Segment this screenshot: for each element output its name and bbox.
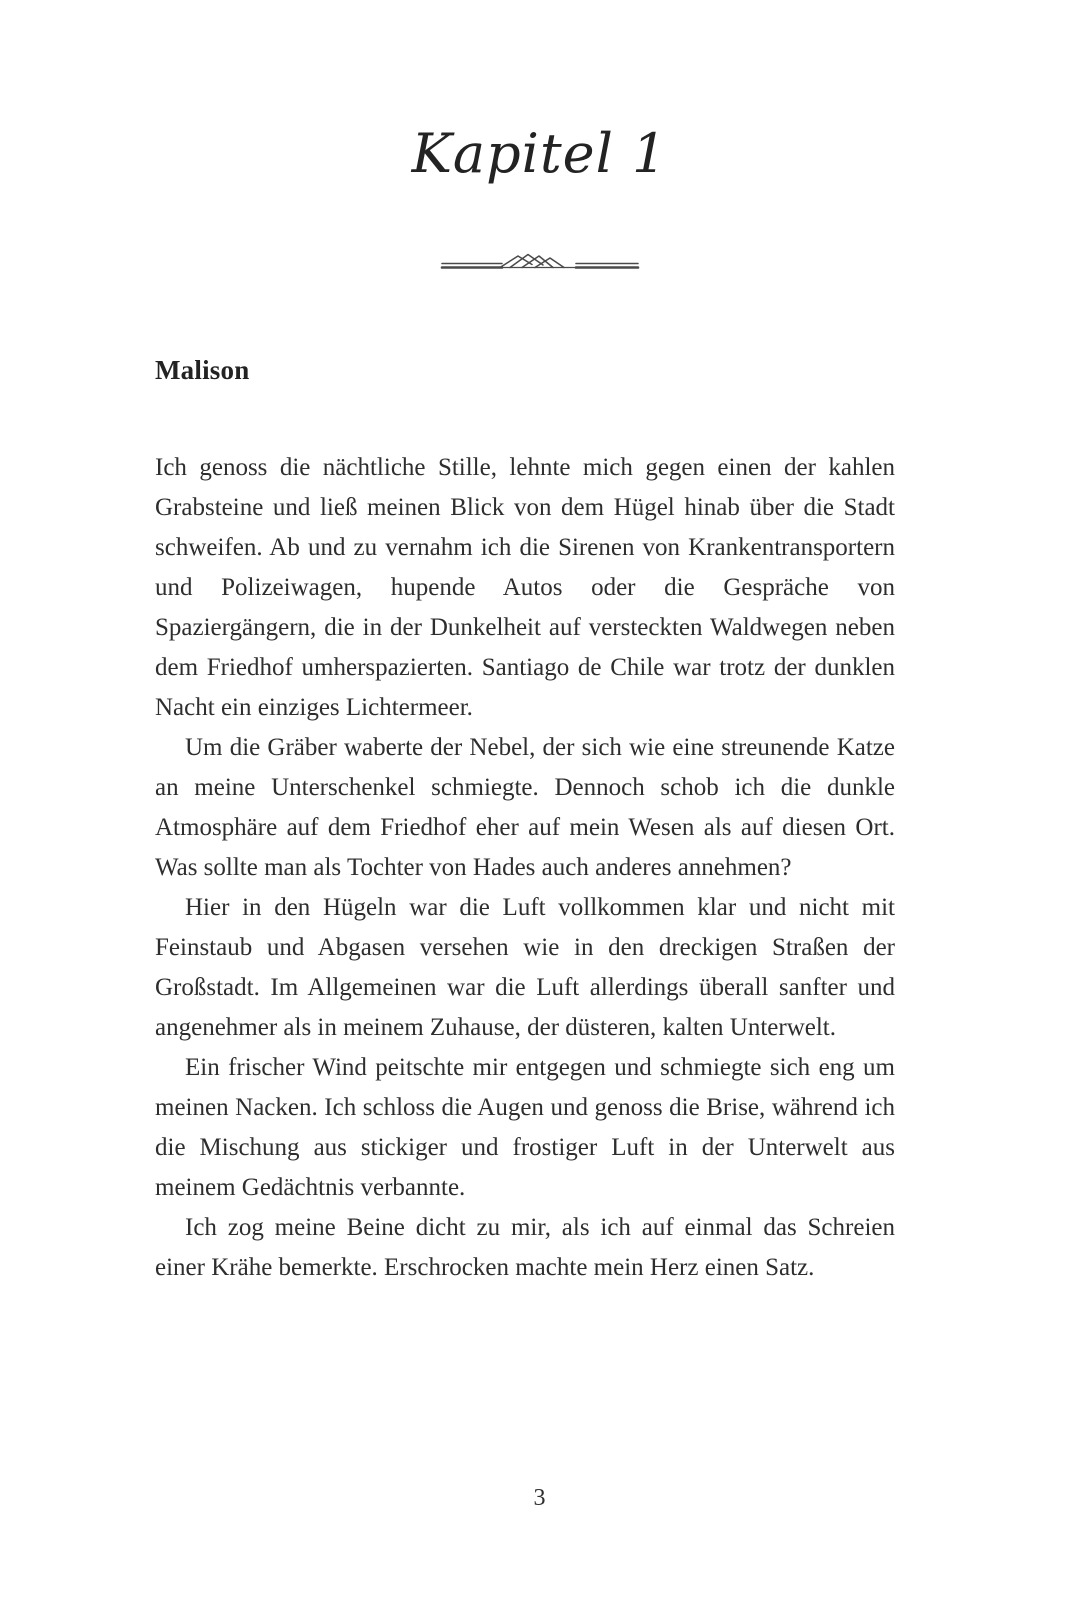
paragraph-2: Um die Gräber waberte der Nebel, der sich wie eine streunende Katze an meine Unterschenkel schmiegte. Dennoch schob ich die dunkle Atmosphäre auf dem Friedhof eher auf mein Wesen als auf diesen Ort. Was sollte man als Tochter von Hades auch anderes annehmen?	[155, 734, 895, 881]
page-number: 3	[533, 1485, 546, 1511]
body-text	[155, 448, 895, 1288]
paragraph-3: Hier in den Hügeln war die Luft vollkommen klar und nicht mit Feinstaub und Abgasen versehen wie in den dreckigen Straßen der Großstadt. Im Allgemeinen war die Luft allerdings überall sanfter und angenehmer als in meinem Zuhause, der düsteren, kalten Unterwelt.	[155, 894, 895, 1041]
section-header: Malison	[155, 355, 250, 385]
mountain-divider-icon	[440, 251, 640, 275]
paragraph-1: Ich genoss die nächtliche Stille, lehnte mich gegen einen der kahlen Grabsteine und ließ meinen Blick von dem Hügel hinab über die Stadt schweifen. Ab und zu vernahm ich die Sirenen von Krankentransportern und Polizeiwagen, hupende Autos oder die Gespräche von Spaziergängern, die in der Dunkelheit auf versteckten Waldwegen neben dem Friedhof umherspazierten. Santiago de Chile war trotz der dunklen Nacht ein einziges Lichtermeer.	[155, 454, 895, 721]
chapter-title: Kapitel 1	[411, 122, 668, 185]
divider-ornament	[440, 251, 640, 275]
paragraph-5: Ich zog meine Beine dicht zu mir, als ich auf einmal das Schreien einer Krähe bemerkte. Erschrocken machte mein Herz einen Satz.	[155, 1214, 895, 1281]
paragraph-4: Ein frischer Wind peitschte mir entgegen und schmiegte sich eng um meinen Nacken. Ich schloss die Augen und genoss die Brise, während ich die Mischung aus stickiger und frostiger Luft in der Unterwelt aus meinem Gedächtnis verbannte.	[155, 1054, 895, 1201]
